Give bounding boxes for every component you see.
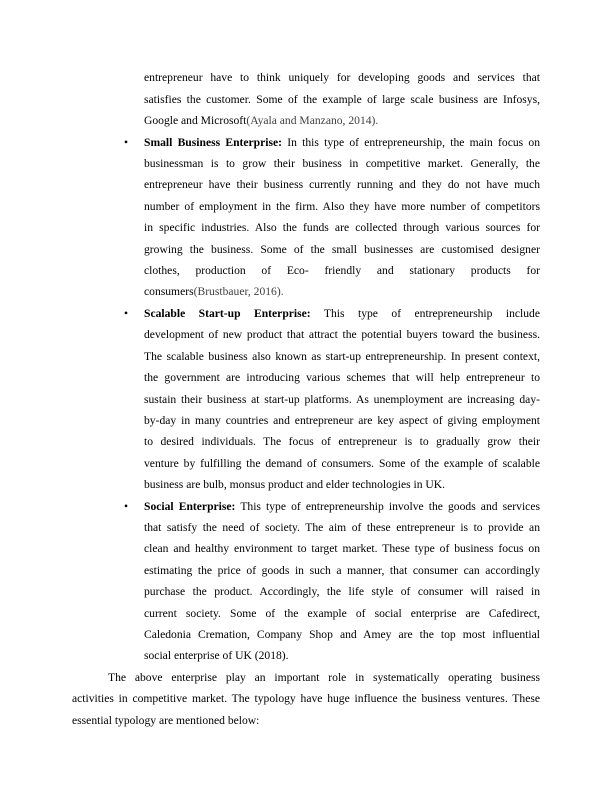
intro-line: satisfies the customer. Some of the example of large scale business are Infosys, xyxy=(144,93,540,106)
bullet-term: Scalable Start-up Enterprise: xyxy=(144,307,311,320)
intro-line xyxy=(144,114,540,128)
closing-line: The above enterprise play an important role in systematically operating business xyxy=(108,671,540,684)
intro-line: entrepreneur have to think uniquely for developing goods and services that xyxy=(144,71,540,84)
bullet-line: businessman is to grow their business in competitive market. Generally, the xyxy=(144,157,540,170)
bullet-line: clothes, production of Eco- friendly and stationary products for xyxy=(144,264,540,277)
bullet-line: social enterprise of UK (2018). xyxy=(144,649,289,662)
bullet-line: The scalable business also known as start-up entrepreneurship. In present context, xyxy=(144,350,540,363)
closing-line: essential typology are mentioned below: xyxy=(72,714,260,727)
bullet-text: This type of entrepreneurship involve the goods and services xyxy=(240,500,540,513)
bullet-text: consumers xyxy=(144,285,194,298)
bullet-line: number of employment in the firm. Also they have more number of competitors xyxy=(144,200,540,213)
bullet-line: entrepreneur have their business currently running and they do not have much xyxy=(144,178,540,191)
bullet-line: in specific industries. Also the funds are collected through various sources for xyxy=(144,221,540,234)
bullet-line: estimating the price of goods in such a manner, that consumer can accordingly xyxy=(144,564,540,577)
bullet-line: sustain their business at start-up platforms. As unemployment are increasing day- xyxy=(144,393,540,406)
citation: (Brustbauer, 2016). xyxy=(193,285,284,298)
bullet-line: that satisfy the need of society. The aim of these entrepreneur is to provide an xyxy=(144,521,540,534)
bullet-heading-line xyxy=(144,500,540,514)
bullet-icon: • xyxy=(124,307,129,320)
bullet-line: to desired individuals. The focus of entrepreneur is to gradually grow their xyxy=(144,435,540,448)
bullet-text: This type of entrepreneurship include xyxy=(323,307,540,320)
bullet-line: venture by fulfilling the demand of consumers. Some of the example of scalable xyxy=(144,457,540,470)
intro-text: Google and Microsoft xyxy=(144,114,247,127)
bullet-line: Caledonia Cremation, Company Shop and Amey are the top most influential xyxy=(144,628,540,641)
bullet-term: Small Business Enterprise: xyxy=(144,136,283,149)
bullet-line: growing the business. Some of the small businesses are customised designer xyxy=(144,243,540,256)
bullet-icon: • xyxy=(124,500,129,513)
bullet-text: In this type of entrepreneurship, the main focus on xyxy=(287,136,540,149)
bullet-line: by-day in many countries and entrepreneur are key aspect of giving employment xyxy=(144,414,540,427)
bullet-line: development of new product that attract the potential buyers toward the business. xyxy=(144,328,540,341)
bullet-line: clean and healthy environment to target market. These type of business focus on xyxy=(144,542,540,555)
closing-line: activities in competitive market. The typology have huge influence the business ventures. These xyxy=(72,692,540,705)
bullet-line: current society. Some of the example of social enterprise are Cafedirect, xyxy=(144,607,540,620)
bullet-heading-line xyxy=(144,307,540,321)
bullet-term: Social Enterprise: xyxy=(144,500,236,513)
bullet-icon: • xyxy=(124,136,129,149)
bullet-line: purchase the product. Accordingly, the life style of consumer will raised in xyxy=(144,585,540,598)
citation: (Ayala and Manzano, 2014). xyxy=(246,114,379,127)
bullet-line: the government are introducing various schemes that will help entrepreneur to xyxy=(144,371,540,384)
bullet-heading-line xyxy=(144,136,540,150)
bullet-line: business are bulb, monsus product and elder technologies in UK. xyxy=(144,478,446,491)
bullet-line xyxy=(144,285,540,299)
